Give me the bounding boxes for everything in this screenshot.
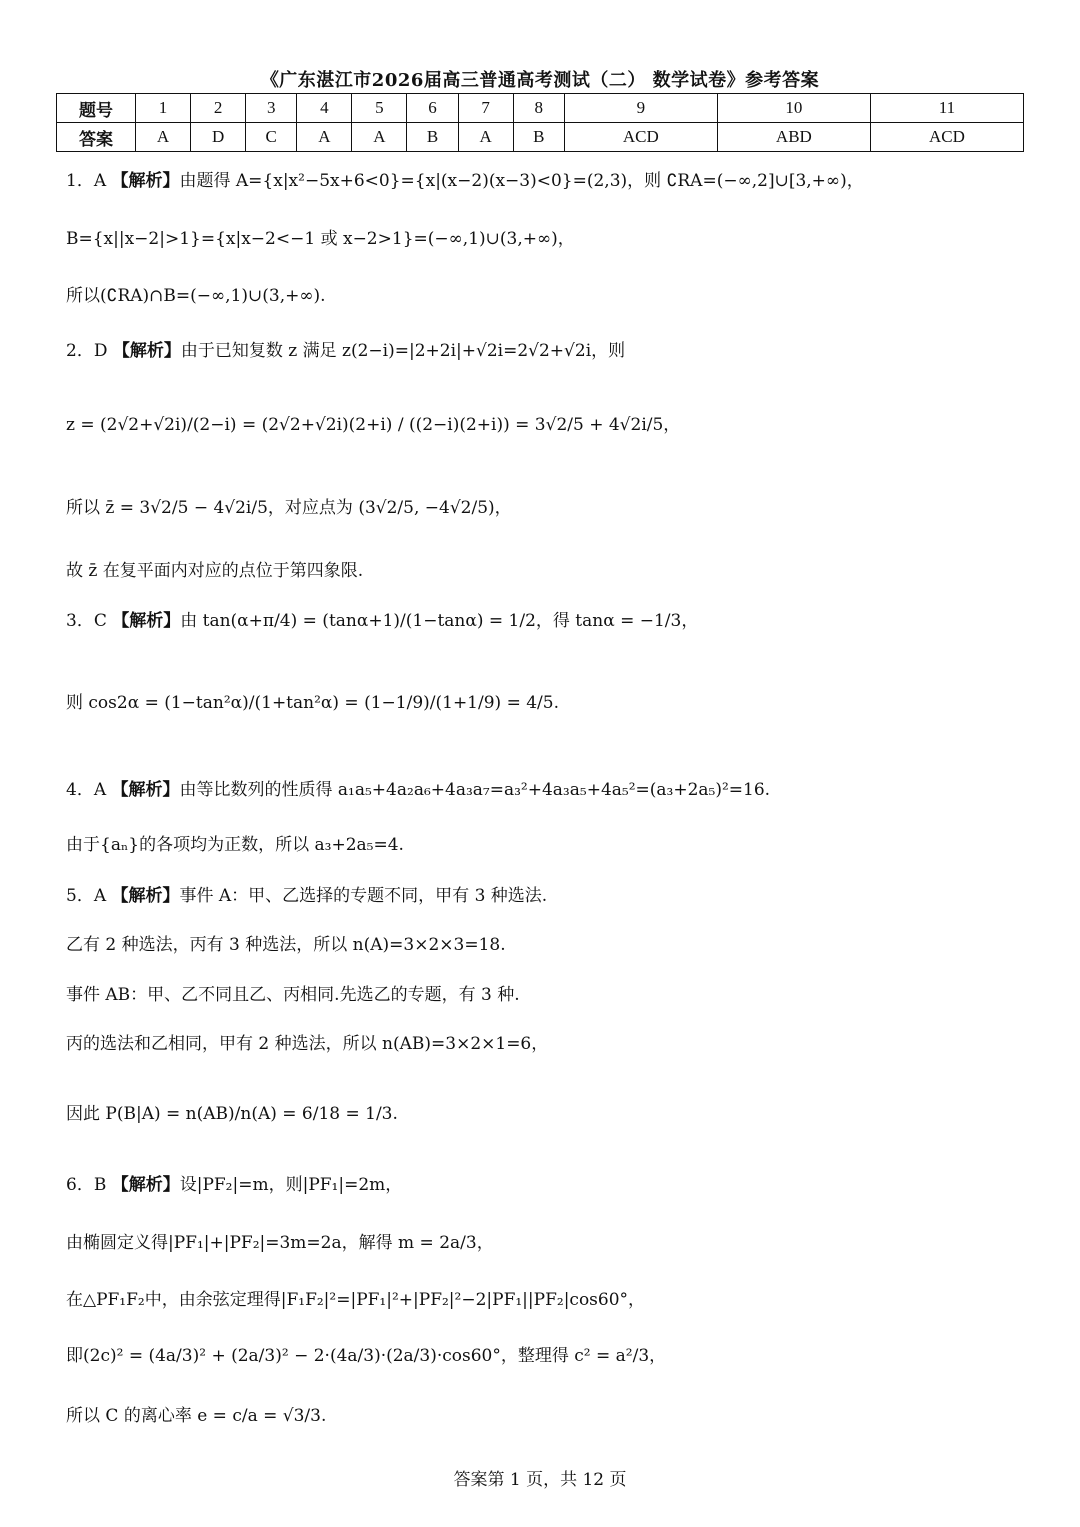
table-cell: B xyxy=(513,123,564,152)
table-cell: B xyxy=(407,123,458,152)
page-title: 《广东湛江市2026届高三普通高考测试（二） 数学试卷》参考答案 xyxy=(260,70,820,91)
solution-line: 所以 C 的离心率 e = c/a = √3/3. xyxy=(66,1406,327,1426)
solution-line: 3．C 【解析】由 tan(α+π/4) = (tanα+1)/(1−tanα) = 1/2，得 tanα = −1/3， xyxy=(66,611,699,631)
answer-table xyxy=(56,93,1024,152)
table-cell: C xyxy=(246,123,297,152)
table-cell: ACD xyxy=(564,123,717,152)
solution-line: 2．D 【解析】由于已知复数 z 满足 z(2−i)=|2+2i|+√2i=2√2+√2i，则 xyxy=(66,341,626,361)
row-label-answer: 答案 xyxy=(57,123,136,152)
page-footer: 答案第 1 页，共 12 页 xyxy=(453,1470,627,1490)
table-row-answers xyxy=(57,123,1024,152)
table-cell: 3 xyxy=(246,94,297,123)
solution-line: 4．A 【解析】由等比数列的性质得 a₁a₅+4a₂a₆+4a₃a₇=a₃²+4a₃a₅+4a₅²=(a₃+2a₅)²=16. xyxy=(66,780,771,800)
table-cell: ACD xyxy=(870,123,1023,152)
table-cell: 11 xyxy=(870,94,1023,123)
table-row-numbers xyxy=(57,94,1024,123)
row-label-number: 题号 xyxy=(57,94,136,123)
table-cell: 1 xyxy=(136,94,191,123)
solution-line: 由于{aₙ}的各项均为正数，所以 a₃+2a₅=4. xyxy=(66,835,404,855)
solution-line: 所以 z̄ = 3√2/5 − 4√2i/5，对应点为 (3√2/5, −4√2/5)， xyxy=(66,498,512,518)
table-cell: 8 xyxy=(513,94,564,123)
solution-line: 则 cos2α = (1−tan²α)/(1+tan²α) = (1−1/9)/(1+1/9) = 4/5. xyxy=(66,693,559,713)
table-cell: 5 xyxy=(352,94,407,123)
table-cell: 9 xyxy=(564,94,717,123)
solution-line: 因此 P(B|A) = n(AB)/n(A) = 6/18 = 1/3. xyxy=(66,1104,398,1124)
solution-line: 5．A 【解析】事件 A：甲、乙选择的专题不同，甲有 3 种选法. xyxy=(66,886,548,906)
table-cell: A xyxy=(352,123,407,152)
solution-line: 乙有 2 种选法，丙有 3 种选法，所以 n(A)=3×2×3=18. xyxy=(66,935,506,955)
solution-line: 丙的选法和乙相同，甲有 2 种选法，所以 n(AB)=3×2×1=6， xyxy=(66,1034,549,1054)
solution-line: 由椭圆定义得|PF₁|+|PF₂|=3m=2a，解得 m = 2a/3， xyxy=(66,1233,494,1253)
table-cell: 10 xyxy=(717,94,870,123)
solution-line: z = (2√2+√2i)/(2−i) = (2√2+√2i)(2+i) / ((2−i)(2+i)) = 3√2/5 + 4√2i/5， xyxy=(66,415,681,435)
solution-line: 1．A 【解析】由题得 A={x|x²−5x+6<0}={x|(x−2)(x−3)<0}=(2,3)，则 ∁RA=(−∞,2]∪[3,+∞)， xyxy=(66,171,864,191)
table-cell: 6 xyxy=(407,94,458,123)
table-cell: A xyxy=(297,123,352,152)
solution-line: 故 z̄ 在复平面内对应的点位于第四象限. xyxy=(66,561,364,581)
table-cell: A xyxy=(458,123,513,152)
table-cell: A xyxy=(136,123,191,152)
table-cell: 7 xyxy=(458,94,513,123)
solution-line: B={x||x−2|>1}={x|x−2<−1 或 x−2>1}=(−∞,1)∪(3,+∞)， xyxy=(66,229,575,249)
table-cell: 4 xyxy=(297,94,352,123)
solution-line: 所以(∁RA)∩B=(−∞,1)∪(3,+∞). xyxy=(66,286,326,306)
table-cell: ABD xyxy=(717,123,870,152)
solution-line: 即(2c)² = (4a/3)² + (2a/3)² − 2·(4a/3)·(2a/3)·cos60°，整理得 c² = a²/3， xyxy=(66,1346,667,1366)
solution-line: 事件 AB：甲、乙不同且乙、丙相同.先选乙的专题，有 3 种. xyxy=(66,985,520,1005)
solution-line: 6．B 【解析】设|PF₂|=m，则|PF₁|=2m， xyxy=(66,1175,403,1195)
table-cell: 2 xyxy=(191,94,246,123)
table-cell: D xyxy=(191,123,246,152)
solution-line: 在△PF₁F₂中，由余弦定理得|F₁F₂|²=|PF₁|²+|PF₂|²−2|PF₁||PF₂|cos60°， xyxy=(66,1290,646,1310)
